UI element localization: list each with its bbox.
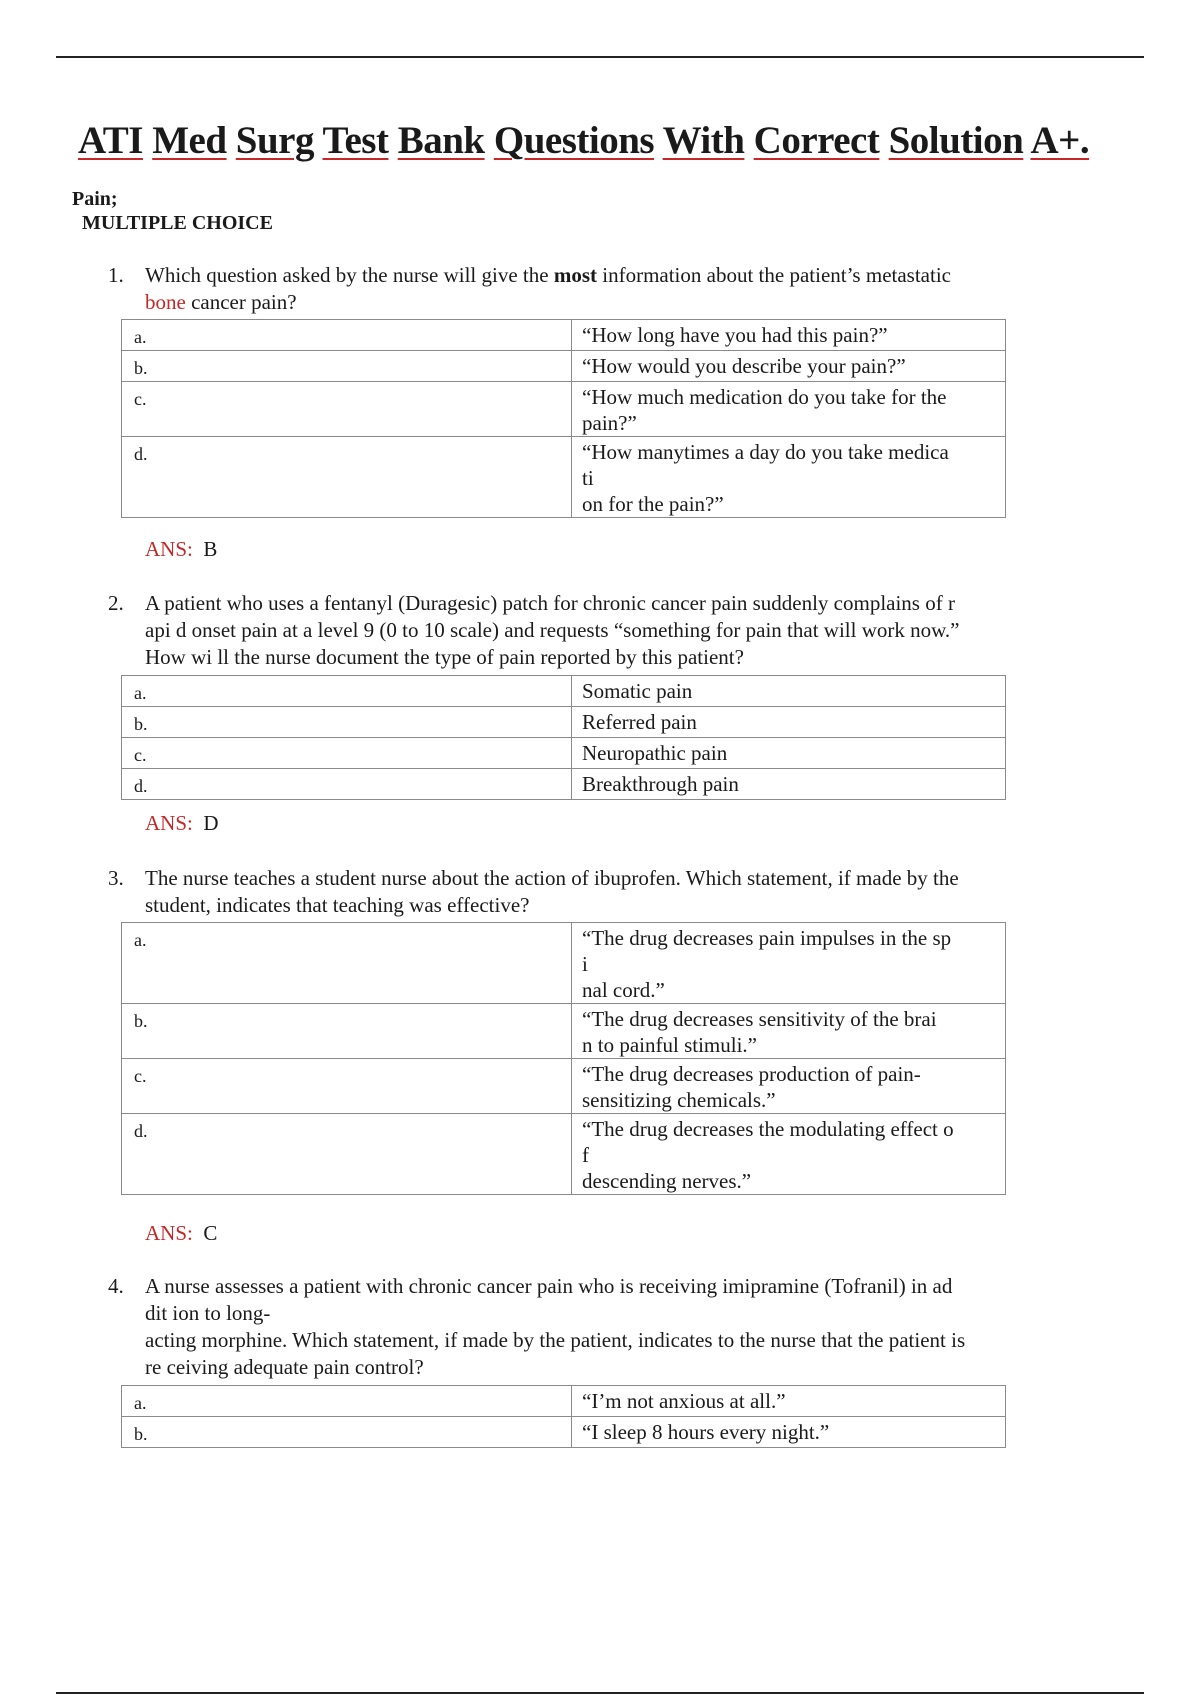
bottom-rule [56,1692,1144,1694]
option-letter: a. [122,676,572,707]
option-text: “How long have you had this pain?” [572,320,1006,351]
option-row[interactable] [122,1004,1006,1059]
title-word: Questions [493,119,655,162]
question-text-part: cancer pain? [185,290,297,314]
title-word: Correct [753,119,880,162]
question-number: 4. [108,1274,124,1298]
option-row[interactable] [122,382,1006,437]
option-row[interactable] [122,769,1006,800]
option-row[interactable] [122,437,1006,518]
option-letter: b. [122,1417,572,1448]
title-word: Surg [235,119,314,162]
option-text: “The drug decreases the modulating effect o f descending nerves.” [572,1114,1006,1195]
section-heading: Pain; [72,188,118,210]
title-word: Med [152,119,227,162]
answer [145,1220,217,1247]
options-table [121,319,1006,518]
question-number: 3. [108,866,124,890]
question-text [145,262,1085,316]
option-letter: a. [122,1386,572,1417]
answer-label: ANS: [145,537,193,561]
title-word: Bank [397,119,485,162]
subsection-heading: MULTIPLE CHOICE [82,212,273,234]
answer [145,536,217,563]
option-row[interactable] [122,351,1006,382]
option-row[interactable] [122,923,1006,1004]
option-letter: d. [122,437,572,518]
option-letter: d. [122,1114,572,1195]
page-title [78,118,1089,165]
option-row[interactable] [122,320,1006,351]
answer-value: B [203,537,218,561]
options-table [121,1385,1006,1448]
option-text: “I sleep 8 hours every night.” [572,1417,1006,1448]
option-letter: d. [122,769,572,800]
answer-label: ANS: [145,1221,193,1245]
option-row[interactable] [122,707,1006,738]
option-letter: a. [122,320,572,351]
question-number: 1. [108,263,124,287]
option-row[interactable] [122,1386,1006,1417]
answer-value: C [203,1221,218,1245]
answer [145,810,219,837]
option-text: “The drug decreases pain impulses in the sp i nal cord.” [572,923,1006,1004]
options-table [121,675,1006,800]
title-word: A+. [1030,119,1090,162]
option-row[interactable] [122,738,1006,769]
option-letter: c. [122,382,572,437]
option-row[interactable] [122,1059,1006,1114]
question-text-highlight: bone [145,290,186,314]
option-text: “The drug decreases production of pain- sensitizing chemicals.” [572,1059,1006,1114]
option-text: Somatic pain [572,676,1006,707]
question-text-part: information about the patient’s metastatic [602,263,951,287]
title-word: ATI [78,119,143,162]
option-row[interactable] [122,1114,1006,1195]
option-letter: b. [122,1004,572,1059]
question-text-part: Which question asked by the nurse will give the [145,263,554,287]
option-letter: c. [122,738,572,769]
title-word: Test [322,119,389,162]
top-rule [56,56,1144,58]
question-text: A nurse assesses a patient with chronic cancer pain who is receiving imipramine (Tofranil) in ad dit ion to long- acting morphine. Which statement, if made by the patient, indicates to the nurse that the patient is re ceiving adequate pain control? [145,1274,966,1379]
option-text: Referred pain [572,707,1006,738]
option-letter: b. [122,707,572,738]
question-number: 2. [108,591,124,615]
option-letter: c. [122,1059,572,1114]
question-text: A patient who uses a fentanyl (Duragesic) patch for chronic cancer pain suddenly complains of r api d onset pain at a level 9 (0 to 10 scale) and requests “something for pain that will work now.” How wi ll the nurse document the type of pain reported by this patient? [145,591,960,669]
option-letter: b. [122,351,572,382]
option-text: Breakthrough pain [572,769,1006,800]
option-text: “How much medication do you take for the pain?” [572,382,1006,437]
option-row[interactable] [122,676,1006,707]
question-text-bold: most [553,263,597,287]
options-table [121,922,1006,1195]
option-letter: a. [122,923,572,1004]
option-text: “How would you describe your pain?” [572,351,1006,382]
option-text: “The drug decreases sensitivity of the brai n to painful stimuli.” [572,1004,1006,1059]
option-text: Neuropathic pain [572,738,1006,769]
option-row[interactable] [122,1417,1006,1448]
question-text: The nurse teaches a student nurse about the action of ibuprofen. Which statement, if made by the student, indicates that teaching was effective? [145,866,959,917]
answer-value: D [203,811,219,835]
title-word: With [662,119,745,162]
option-text: “I’m not anxious at all.” [572,1386,1006,1417]
title-word: Solution [888,119,1024,162]
option-text: “How manytimes a day do you take medica ti on for the pain?” [572,437,1006,518]
answer-label: ANS: [145,811,193,835]
